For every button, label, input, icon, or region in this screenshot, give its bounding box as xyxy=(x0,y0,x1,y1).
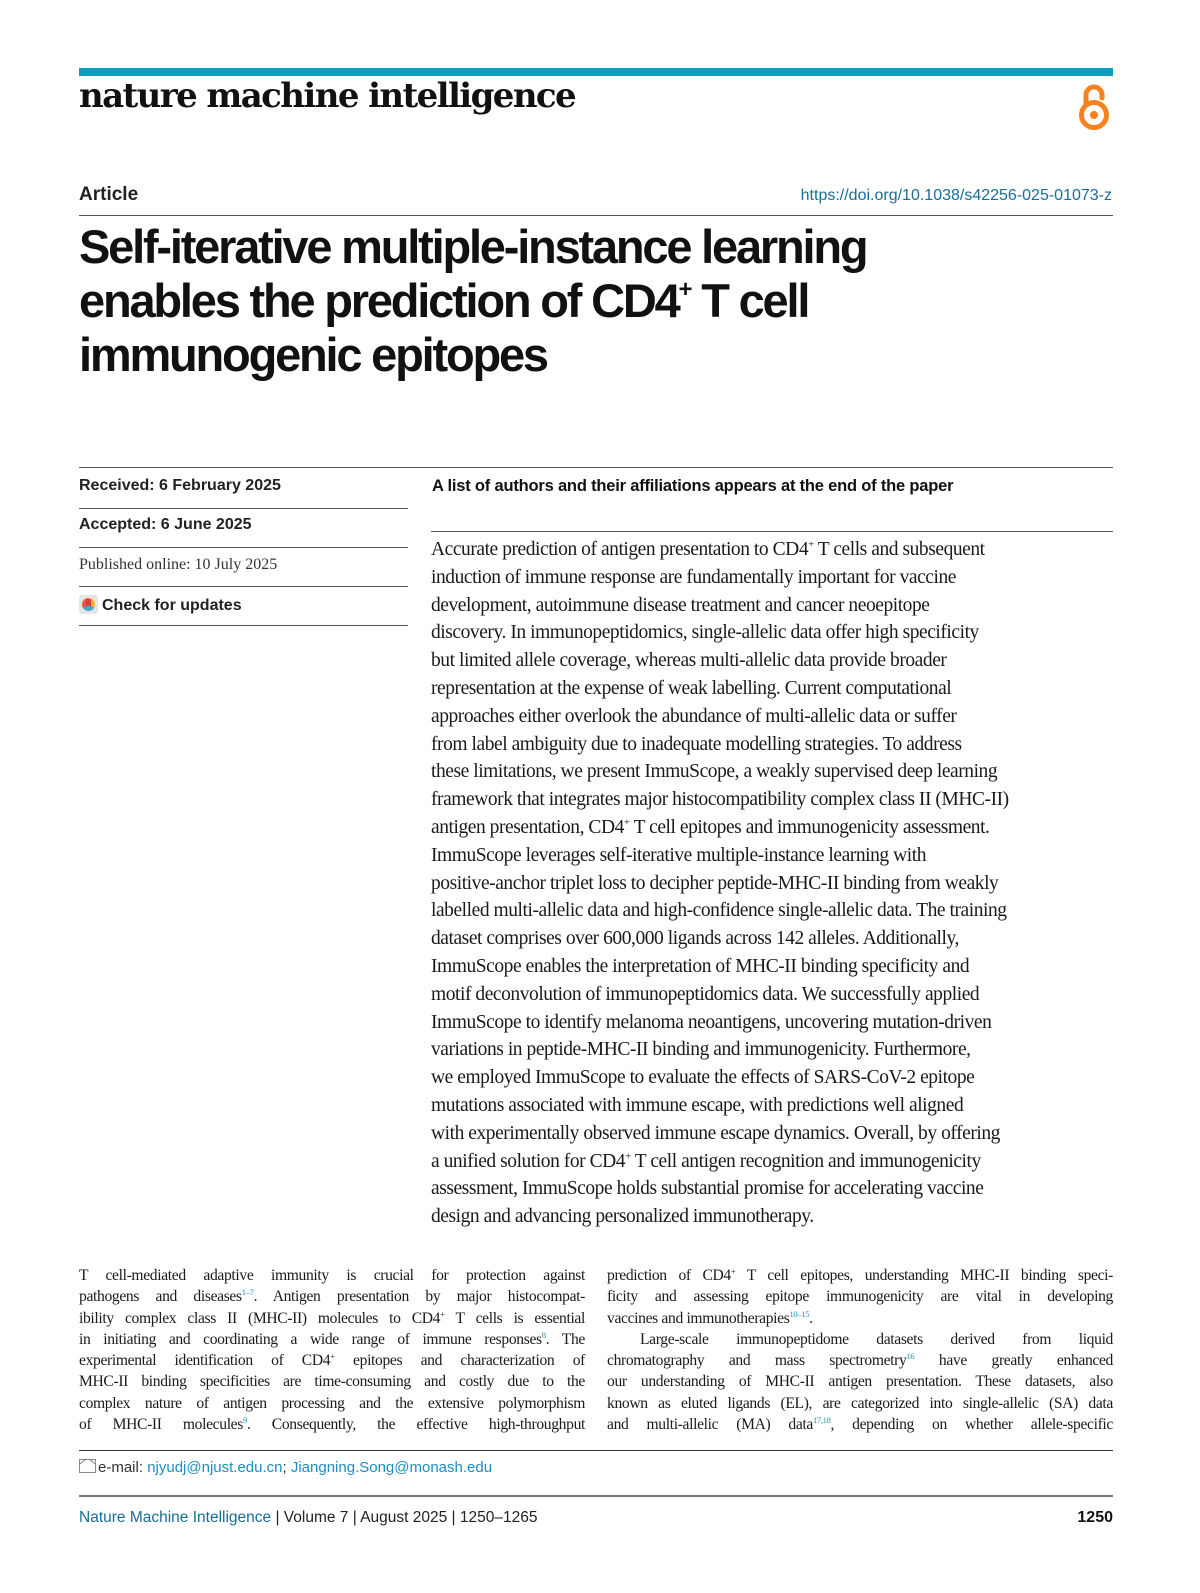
citation-link[interactable]: 1–7 xyxy=(241,1287,254,1298)
abstract-line: positive-anchor triplet loss to decipher peptide-MHC-II binding from weakly xyxy=(431,872,999,894)
title-line-2-end: T cell xyxy=(690,274,809,327)
divider xyxy=(79,586,408,587)
citation-link[interactable]: 10–15 xyxy=(789,1308,810,1319)
email-link[interactable]: Jiangning.Song@monash.edu xyxy=(290,1459,493,1476)
body-line: complex nature of antigen processing and the extensive polymorphism xyxy=(79,1394,585,1412)
accepted-date: Accepted: 6 June 2025 xyxy=(79,516,252,533)
body-line: and multi-allelic (MA) data$^{17,18}$, depending on whether allele-specific xyxy=(607,1415,1113,1434)
body-line: chromatography and mass spectrometry$^{16}$ have greatly enhanced xyxy=(607,1351,1113,1370)
divider xyxy=(79,1450,1113,1451)
abstract-line: but limited allele coverage, whereas multi-allelic data provide broader xyxy=(431,650,947,672)
journal-name: nature machine intelligence xyxy=(79,76,576,116)
received-date: Received: 6 February 2025 xyxy=(79,477,281,494)
mail-icon xyxy=(79,1459,96,1473)
abstract-line: approaches either overlook the abundance of multi-allelic data or suffer xyxy=(431,705,957,727)
footer-citation xyxy=(79,1509,537,1527)
abstract-line: variations in peptide-MHC-II binding and immunogenicity. Furthermore, xyxy=(431,1039,971,1061)
body-column-right xyxy=(607,1265,1113,1435)
doi-link[interactable]: https://doi.org/10.1038/s42256-025-01073-z xyxy=(800,187,1112,204)
citation-link[interactable]: 16 xyxy=(906,1351,915,1362)
body-line: of MHC-II molecules$^9$. Consequently, the effective high-throughput xyxy=(79,1415,585,1434)
divider xyxy=(79,508,408,509)
email-link[interactable]: njyudj@njust.edu.cn xyxy=(147,1459,283,1476)
journal-accent-bar xyxy=(79,68,1113,76)
abstract-line: ImmuScope leverages self-iterative multiple-instance learning with xyxy=(431,844,926,866)
divider xyxy=(79,467,1113,468)
check-for-updates-button[interactable] xyxy=(79,595,408,615)
citation-link[interactable]: 8 xyxy=(541,1329,546,1340)
email-label: e-mail: xyxy=(98,1459,148,1476)
abstract-line: representation at the expense of weak labelling. Current computational xyxy=(431,677,952,699)
title-line-3: immunogenic epitopes xyxy=(79,328,547,381)
check-for-updates-icon xyxy=(79,595,98,614)
body-column-left xyxy=(79,1265,585,1435)
abstract-line: we employed ImmuScope to evaluate the effects of SARS-CoV-2 epitope xyxy=(431,1067,975,1089)
footer-volume-info: | Volume 7 | August 2025 | 1250–1265 xyxy=(271,1509,538,1526)
divider xyxy=(79,625,408,626)
page-number: 1250 xyxy=(1077,1509,1113,1526)
body-line: experimental identification of CD4+ epitopes and characterization of xyxy=(79,1351,585,1370)
abstract-line: mutations associated with immune escape, with predictions well aligned xyxy=(431,1094,964,1116)
abstract-line: from label ambiguity due to inadequate modelling strategies. To address xyxy=(431,733,962,755)
body-line: ficity and assessing epitope immunogenicity are vital in developing xyxy=(607,1288,1113,1306)
abstract-line: development, autoimmune disease treatment and cancer neoepitope xyxy=(431,594,930,616)
abstract-line: design and advancing personalized immunotherapy. xyxy=(431,1206,814,1228)
body-line: pathogens and diseases$^{1-7}$. Antigen presentation by major histocompat- xyxy=(79,1287,585,1306)
check-for-updates-label: Check for updates xyxy=(102,597,242,614)
body-line: ibility complex class II (MHC-II) molecules to CD4+ T cells is essential xyxy=(79,1308,585,1327)
body-line: prediction of CD4+ T cell epitopes, understanding MHC-II binding speci- xyxy=(607,1266,1113,1284)
abstract-line: ImmuScope enables the interpretation of MHC-II binding specificity and xyxy=(431,955,970,977)
abstract-line: labelled multi-allelic data and high-confidence single-allelic data. The training xyxy=(431,900,1007,922)
body-line: T cell-mediated adaptive immunity is crucial for protection against xyxy=(79,1267,585,1284)
abstract-line: a unified solution for CD4+ T cell antigen recognition and immunogenicity xyxy=(431,1150,981,1172)
divider xyxy=(431,531,1113,532)
open-access-lock-icon[interactable] xyxy=(1075,82,1113,132)
abstract-line: with experimentally observed immune escape dynamics. Overall, by offering xyxy=(431,1122,1000,1144)
article-title xyxy=(79,220,1079,382)
article-type: Article xyxy=(79,184,139,205)
footer-journal-link[interactable]: Nature Machine Intelligence xyxy=(79,1509,272,1526)
abstract-line: framework that integrates major histocompatibility complex class II (MHC-II) xyxy=(431,789,1009,811)
body-line: MHC-II binding specificities are time-consuming and costly due to the xyxy=(79,1373,585,1391)
abstract-line: motif deconvolution of immunopeptidomics data. We successfully applied xyxy=(431,983,980,1005)
body-line: our understanding of MHC-II antigen presentation. These datasets, also xyxy=(607,1373,1113,1391)
body-line: Large-scale immunopeptidome datasets derived from liquid xyxy=(640,1330,1113,1348)
abstract-line: discovery. In immunopeptidomics, single-allelic data offer high specificity xyxy=(431,622,979,644)
divider xyxy=(79,1495,1113,1497)
body-line: known as eluted ligands (EL), are categorized into single-allelic (SA) data xyxy=(607,1394,1113,1412)
title-line-2: enables the prediction of CD4 xyxy=(79,274,679,327)
title-superscript: + xyxy=(678,276,691,303)
published-date: Published online: 10 July 2025 xyxy=(79,556,278,573)
body-line: in initiating and coordinating a wide range of immune responses$^8$. The xyxy=(79,1329,585,1348)
abstract-line: assessment, ImmuScope holds substantial promise for accelerating vaccine xyxy=(431,1178,984,1200)
title-line-1: Self-iterative multiple-instance learning xyxy=(79,220,867,273)
abstract-line: antigen presentation, CD4+ T cell epitopes and immunogenicity assessment. xyxy=(431,816,990,838)
authors-note: A list of authors and their affiliations appears at the end of the paper xyxy=(432,477,954,495)
divider xyxy=(79,547,408,548)
abstract xyxy=(431,536,1121,1231)
abstract-line: ImmuScope to identify melanoma neoantigens, uncovering mutation-driven xyxy=(431,1011,992,1033)
abstract-line: induction of immune response are fundamentally important for vaccine xyxy=(431,566,956,588)
body-line: vaccines and immunotherapies$^{10-15}$. xyxy=(607,1308,813,1327)
divider xyxy=(79,215,1113,216)
citation-link[interactable]: 17,18 xyxy=(812,1415,831,1426)
citation-link[interactable]: 9 xyxy=(242,1415,247,1426)
abstract-line: these limitations, we present ImmuScope, a weakly supervised deep learning xyxy=(431,761,998,783)
abstract-line: Accurate prediction of antigen presentation to CD4+ T cells and subsequent xyxy=(431,538,985,560)
abstract-line: dataset comprises over 600,000 ligands across 142 alleles. Additionally, xyxy=(431,928,959,950)
correspondence: e-mail: njyudj@njust.edu.cn; Jiangning.Song@monash.edu xyxy=(79,1459,492,1476)
